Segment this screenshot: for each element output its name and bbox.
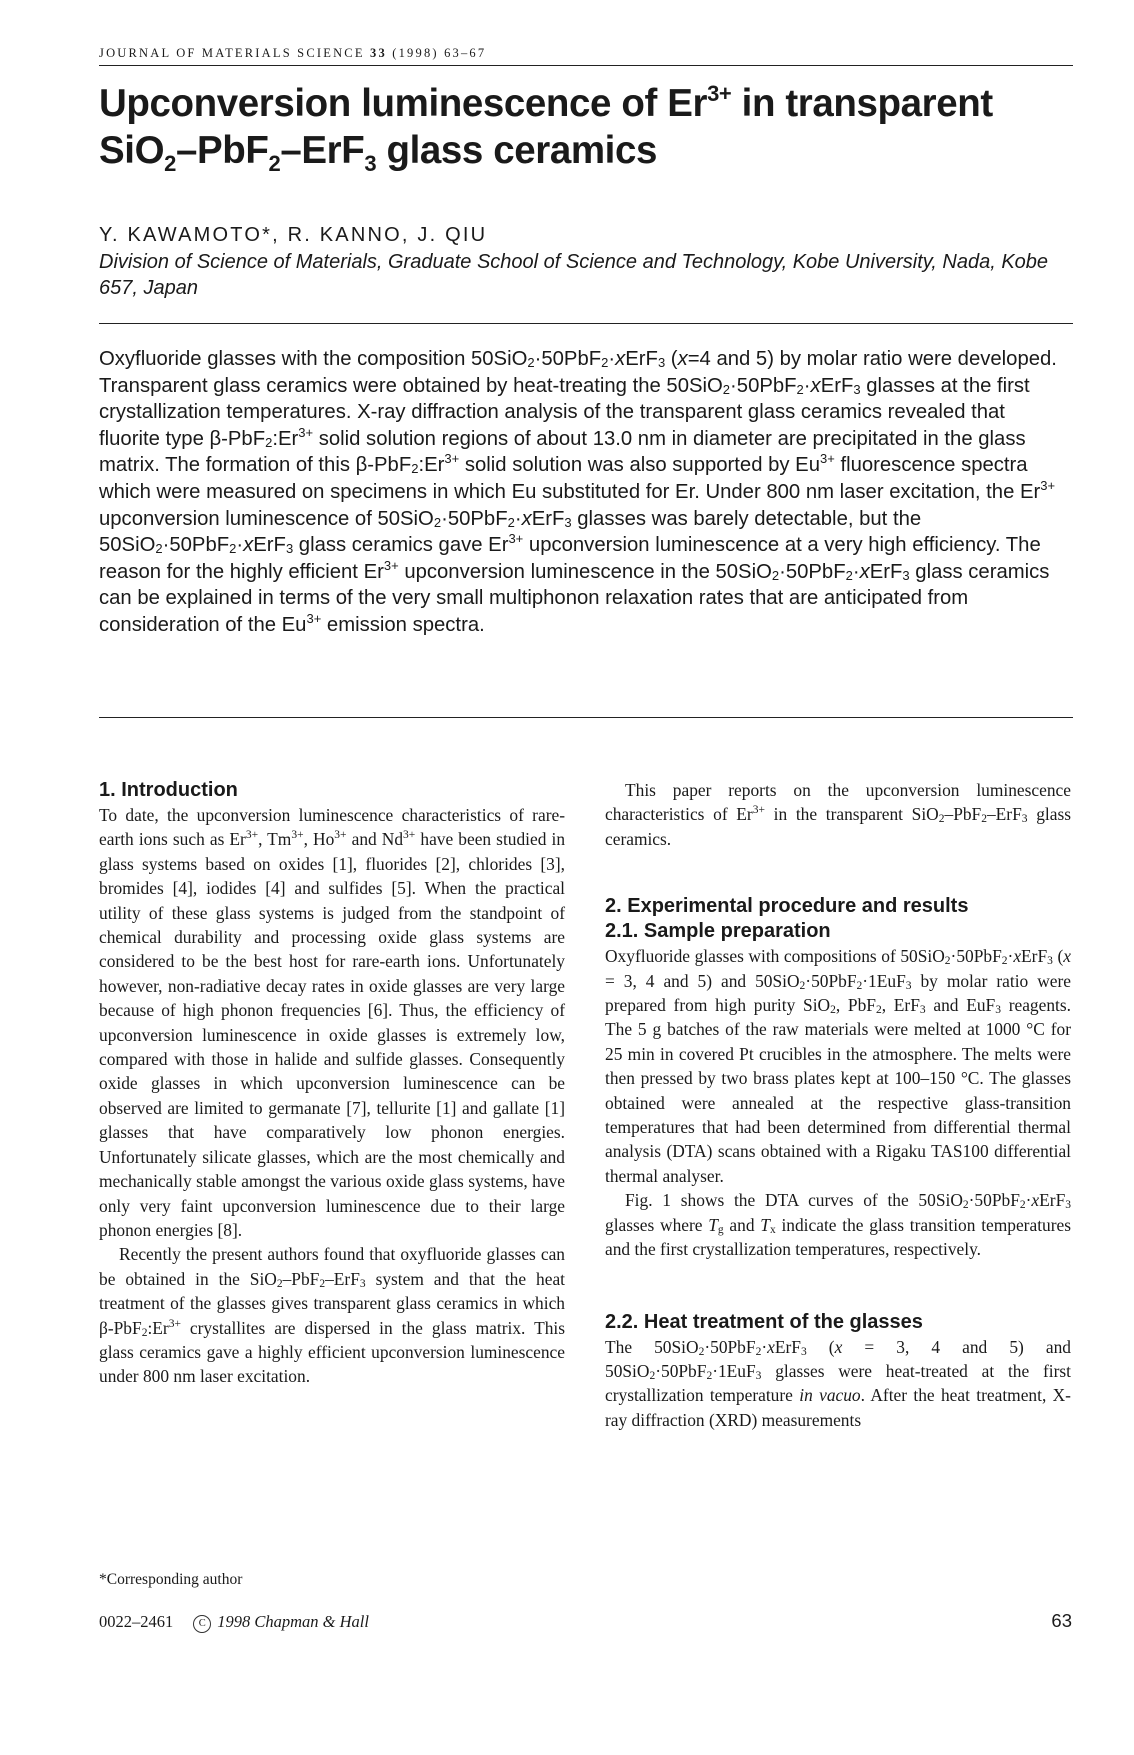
header-rule	[99, 65, 1073, 66]
subsection-heading-sample-preparation: 2.1. Sample preparation	[605, 920, 831, 943]
publisher: 1998 Chapman & Hall	[217, 1612, 369, 1631]
corresponding-author-footnote: *Corresponding author	[99, 1571, 243, 1588]
journal-volume: 33	[370, 46, 387, 60]
affiliation: Division of Science of Materials, Graduate School of Science and Technology, Kobe University, Nada, Kobe 657, Japan	[99, 251, 1049, 299]
right-column	[605, 778, 1071, 1432]
abstract-top-rule	[99, 323, 1073, 324]
authors: Y. KAWAMOTO*, R. KANNO, J. QIU	[99, 224, 488, 246]
subsection-heading-heat-treatment: 2.2. Heat treatment of the glasses	[605, 1310, 923, 1333]
page-number: 63	[1051, 1610, 1072, 1631]
section-heading-introduction: 1. Introduction	[99, 779, 238, 801]
left-column	[99, 778, 565, 1389]
intro-paragraph-2: Recently the present authors found that oxyfluoride glasses can be obtained in the SiO$_2$–PbF$_2$–ErF$_3$ system and that the heat treatment of the glasses gives transparent glass ceramics in which $\beta-PbF_2:Er^{3+}$ crystallites are dispersed in the glass matrix. This glass ceramics gave a highly efficient upconversion luminescence under 800 nm laser excitation.	[99, 1244, 565, 1387]
abstract-bottom-rule	[99, 717, 1073, 718]
heat-treatment-paragraph-1: The 50SiO$_2$·50PbF$_2$·xErF$_3$ (x = 3, 4 and 5) and 50SiO$_2$·50PbF$_2$·1EuF$_3$ glasses were heat-treated at the first crystallization temperature in vacuo. After the heat treatment, X-ray diffraction (XRD) measurements	[605, 1336, 1072, 1430]
abstract: Oxyfluoride glasses with the composition 50SiO$_2$·50PbF$_2$·xErF$_3$ (x=4 and 5) by molar ratio were developed. Transparent glass ceramics were obtained by heat-treating the 50SiO$_2$·50PbF$_2$·xErF$_3$ glasses at the first crystallization temperatures. X-ray diffraction analysis of the transparent glass ceramics revealed that fluorite type $\beta-PbF_2:Er^{3+}$ solid solution regions of about 13.0 nm in diameter are precipitated in the glass matrix. The formation of this $\beta-PbF_2:Er^{3+}$ solid solution was also supported by $Eu^{3+}$ fluorescence spectra which were measured on specimens in which Eu substituted for Er. Under 800 nm laser excitation, the $Er^{3+}$ upconversion luminescence of 50SiO$_2$·50PbF$_2$·xErF$_3$ glasses was barely detectable, but the 50SiO$_2$·50PbF$_2$·xErF$_3$ glass ceramics gave $Er^{3+}$ upconversion luminescence at a very high efficiency. The reason for the highly efficient $Er^{3+}$ upconversion luminescence in the 50SiO$_2$·50PbF$_2$·xErF$_3$ glass ceramics can be explained in terms of the very small multiphonon relaxation rates that are anticipated from consideration of the $Eu^{3+}$ emission spectra.	[99, 348, 1057, 636]
sample-preparation-paragraph-1: Oxyfluoride glasses with compositions of 50SiO$_2$·50PbF$_2$·xErF$_3$ (x = 3, 4 and 5) and 50SiO$_2$·50PbF$_2$·1EuF$_3$ by molar ratio were prepared from high purity SiO$_2$, PbF$_2$, ErF$_3$ and EuF$_3$ reagents. The 5 g batches of the raw materials were melted at 1000 °C for 25 min in covered Pt crucibles in the atmosphere. The melts were then pressed by two brass plates kept at 100–150 °C. The glasses obtained were annealed at the respective glass-transition temperatures that had been determined from differential thermal analysis (DTA) scans obtained with a Rigaku TAS100 differential thermal analyser.	[605, 946, 1071, 1186]
section-heading-experimental: 2. Experimental procedure and results	[605, 895, 969, 918]
issn: 0022–2461	[99, 1612, 174, 1631]
page-footer	[99, 1612, 369, 1633]
sample-preparation-paragraph-2: Fig. 1 shows the DTA curves of the 50SiO$_2$·50PbF$_2$·xErF$_3$ glasses where $T_g$ and $T_x$ indicate the glass transition temperatures and the first crystallization temperatures, respectively.	[605, 1190, 1071, 1260]
paper-title: Upconversion luminescence of $Er^{3+}$ in transparent SiO$_2$–PbF$_2$–ErF$_3$ glass ceramics	[99, 81, 993, 176]
intro-paragraph-3: This paper reports on the upconversion luminescence characteristics of $Er^{3+}$ in the transparent SiO$_2$–PbF$_2$–ErF$_3$ glass ceramics.	[605, 780, 1071, 849]
intro-paragraph-1: To date, the upconversion luminescence characteristics of rare-earth ions such as $Er^{3+}$, $Tm^{3+}$, $Ho^{3+}$ and $Nd^{3+}$ have been studied in glass systems based on oxides [1], fluorides [2], chlorides [3], bromides [4], iodides [4] and sulfides [5]. When the practical utility of these glass systems is judged from the standpoint of chemical durability and processing oxide glass systems are considered to be the best host for rare-earth ions. Unfortunately however, non-radiative decay rates in oxide glasses are very large because of high phonon frequencies [6]. Thus, the efficiency of upconversion luminescence in oxide glasses is extremely low, compared with those in halide and sulfide glasses. Consequently oxide glasses in which upconversion luminescence can be observed are limited to germanate [7], tellurite [1] and gallate [1] glasses that have comparatively low phonon energies. Unfortunately silicate glasses, which are the most chemically and mechanically stable amongst the various oxide glass systems, have only very faint upconversion luminescence due to their large phonon energies [8].	[99, 805, 566, 1240]
journal-header: JOURNAL OF MATERIALS SCIENCE 33 (1998) 63–67	[99, 46, 487, 60]
copyright-icon: C	[193, 1615, 211, 1633]
